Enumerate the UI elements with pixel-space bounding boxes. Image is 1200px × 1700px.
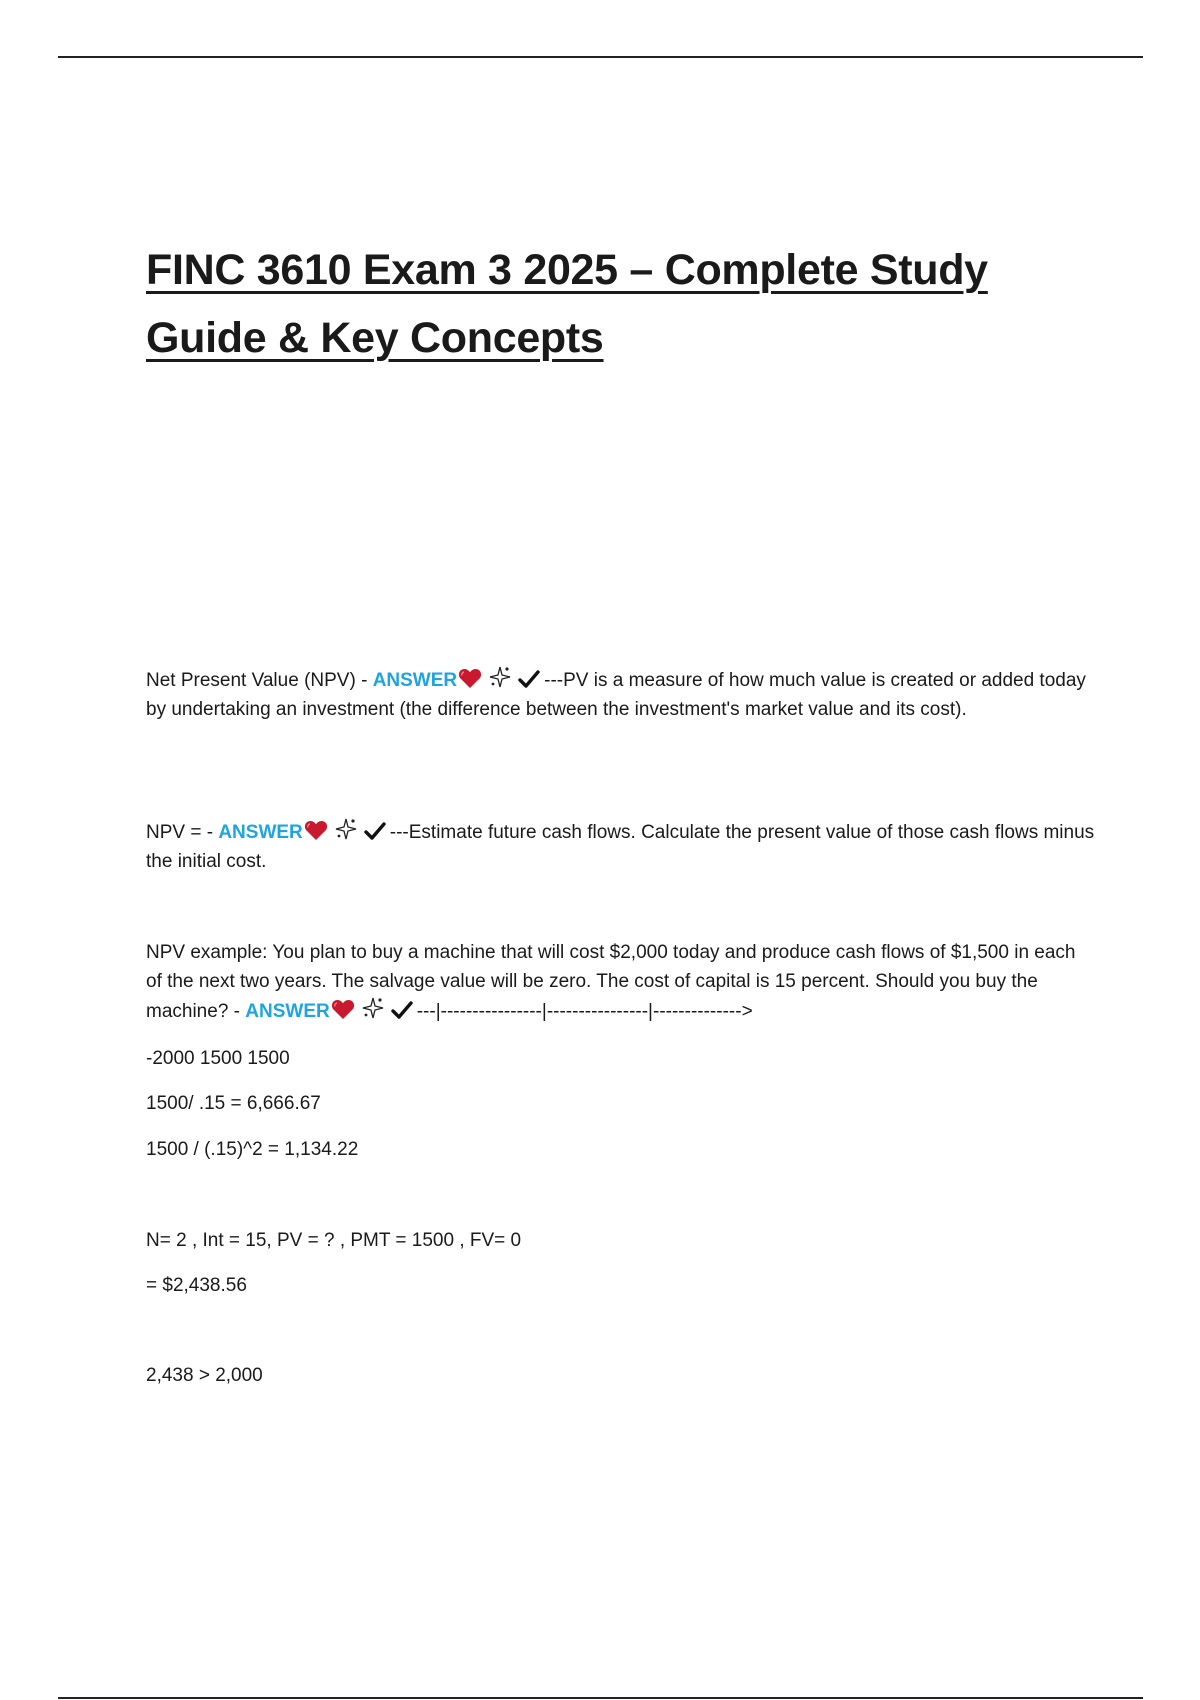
work-line-comparison: 2,438 > 2,000 (146, 1365, 263, 1386)
answer-text: ---Estimate future cash flows. Calculate the present value of those cash flows minus the initial cost. (146, 822, 1095, 872)
answer-text: ---PV is a measure of how much value is created or added today by undertaking an investment (the difference between the investment's market value and its cost). (146, 670, 1086, 720)
answer-label: ANSWER (218, 822, 303, 843)
heart-icon (304, 819, 328, 841)
qa-item-npv-definition (146, 665, 1096, 724)
qa-item-npv-example (146, 938, 1096, 1026)
question-text: NPV = - (146, 822, 219, 843)
work-line-pv-year2: 1500 / (.15)^2 = 1,134.22 (146, 1139, 359, 1160)
work-line-pv-result: = $2,438.56 (146, 1275, 247, 1296)
answer-label: ANSWER (372, 670, 458, 691)
sparkle-icon (361, 996, 385, 1020)
answer-text: ---|----------------|----------------|--------------> (416, 1001, 753, 1022)
work-line-cash-flows: -2000 1500 1500 (146, 1048, 290, 1069)
document-title: FINC 3610 Exam 3 2025 – Complete Study Guide & Key Concepts (146, 246, 988, 362)
work-line-pv-year1: 1500/ .15 = 6,666.67 (146, 1093, 321, 1114)
work-line-calculator-inputs: N= 2 , Int = 15, PV = ? , PMT = 1500 , FV= 0 (146, 1230, 522, 1251)
sparkle-icon (488, 665, 512, 689)
sparkle-icon (334, 817, 358, 841)
question-text: NPV example: You plan to buy a machine that will cost $2,000 today and produce cash flows of $1,500 in each of the next two years. The salvage value will be zero. The cost of capital is 15 percent. Should you buy the machine? - (146, 942, 1076, 1022)
footer-rule (58, 1697, 1143, 1699)
answer-label: ANSWER (245, 1001, 330, 1022)
check-icon (391, 1000, 413, 1020)
question-text: Net Present Value (NPV) - (146, 670, 373, 691)
check-icon (364, 821, 386, 841)
heart-icon (331, 998, 355, 1020)
check-icon (518, 669, 540, 689)
heart-icon (458, 667, 482, 689)
qa-item-npv-formula (146, 817, 1096, 876)
header-rule (58, 56, 1143, 58)
